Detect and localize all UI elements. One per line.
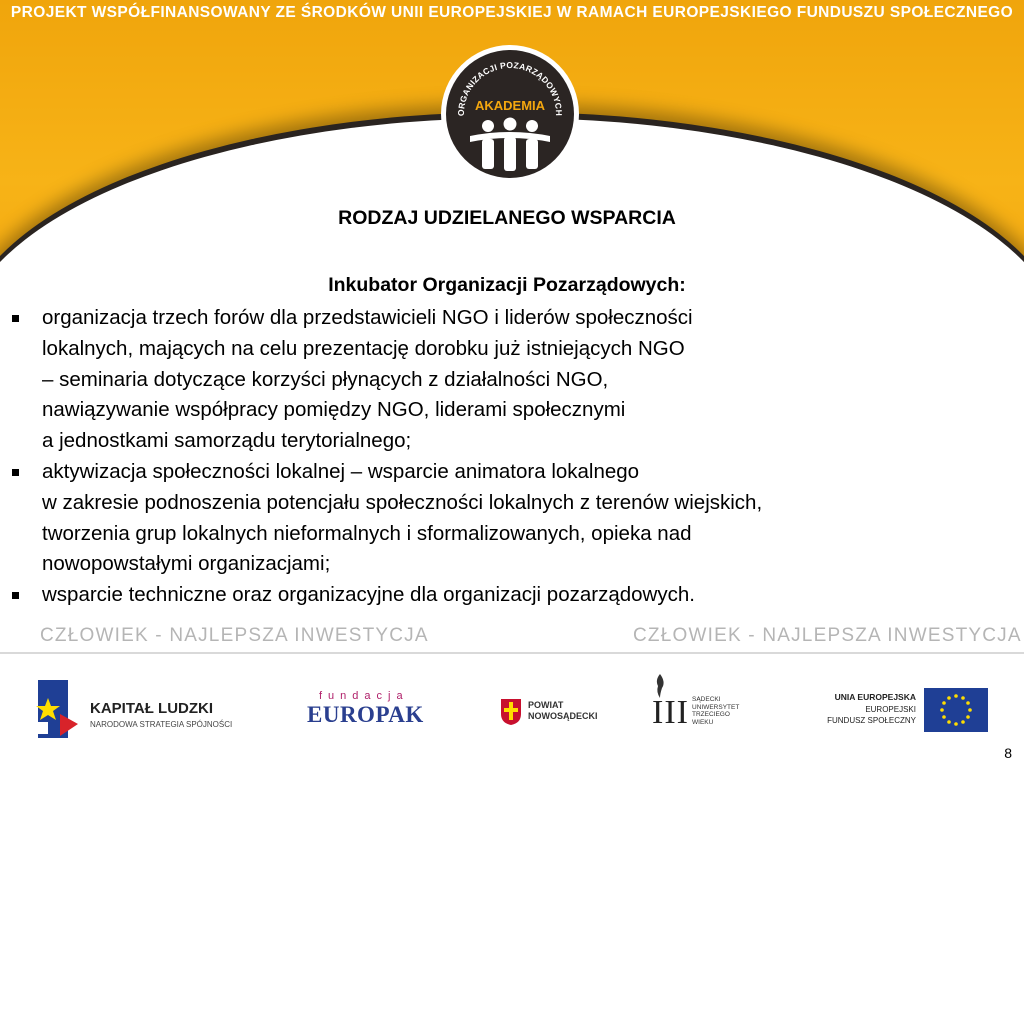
uniwersytet-line: SĄDECKI	[692, 696, 721, 703]
bullet-item	[10, 303, 1010, 457]
kapital-ludzki-logo	[34, 678, 244, 742]
eu-cofinancing-banner: PROJEKT WSPÓŁFINANSOWANY ZE ŚRODKÓW UNII EUROPEJSKIEJ W RAMACH EUROPEJSKIEGO FUNDUSZU SPOŁECZNEGO	[10, 4, 1014, 21]
slogan-left: CZŁOWIEK - NAJLEPSZA INWESTYCJA	[40, 625, 429, 646]
uniwersytet-roman: III	[652, 694, 689, 731]
slide-title: RODZAJ UDZIELANEGO WSPARCIA	[338, 207, 676, 229]
bullet-line: lokalnych, mających na celu prezentację dorobku już istniejących NGO	[42, 336, 685, 360]
uniwersytet-text	[692, 696, 739, 726]
slide-subtitle: Inkubator Organizacji Pozarządowych:	[328, 274, 686, 296]
kapital-ludzki-subtitle: NARODOWA STRATEGIA SPÓJNOŚCI	[90, 720, 233, 729]
bullet-list	[10, 303, 1010, 611]
ue-line3: FUNDUSZ SPOŁECZNY	[827, 716, 916, 725]
powiat-line1: POWIAT	[528, 700, 564, 710]
partner-logos	[0, 670, 1024, 750]
powiat-coat-of-arms-icon	[500, 698, 522, 726]
bullet-item	[10, 457, 1010, 580]
footer-divider	[0, 652, 1024, 654]
bullet-line: – seminaria dotyczące korzyści płynących z działalności NGO,	[42, 367, 609, 391]
bullet-line: nowopowstałymi organizacjami;	[42, 552, 331, 576]
bullet-line: wsparcie techniczne oraz organizacyjne dla organizacji pozarządowych.	[42, 583, 695, 607]
akademia-logo	[440, 44, 580, 184]
bullet-line: w zakresie podnoszenia potencjału społeczności lokalnych z terenów wiejskich,	[42, 490, 763, 514]
powiat-line2: NOWOSĄDECKI	[528, 711, 598, 721]
eu-flag-icon	[924, 688, 988, 732]
square-bullet-icon	[12, 592, 19, 599]
uniwersytet-logo	[652, 674, 772, 736]
uniwersytet-line: TRZECIEGO	[692, 711, 730, 718]
logo-name: AKADEMIA	[474, 98, 546, 113]
europak-name: EUROPAK	[307, 702, 424, 727]
slogan-right: CZŁOWIEK - NAJLEPSZA INWESTYCJA	[633, 625, 1022, 646]
unia-europejska-logo	[818, 688, 993, 738]
bullet-line: aktywizacja społeczności lokalnej – wsparcie animatora lokalnego	[42, 459, 640, 483]
bullet-line: organizacja trzech forów dla przedstawicieli NGO i liderów społeczności	[42, 306, 693, 329]
bullet-line: a jednostkami samorządu terytorialnego;	[42, 429, 412, 453]
bullet-line: nawiązywanie współpracy pomiędzy NGO, liderami społecznymi	[42, 398, 626, 422]
square-bullet-icon	[12, 315, 19, 322]
uniwersytet-line: UNIWERSYTET	[692, 703, 740, 711]
uniwersytet-line: WIEKU	[692, 718, 714, 726]
kapital-ludzki-title: KAPITAŁ LUDZKI	[90, 700, 214, 717]
powiat-logo	[500, 696, 600, 732]
fundacja-europak-logo	[305, 690, 450, 730]
kapital-ludzki-emblem-icon	[34, 678, 78, 740]
page-number: 8	[1004, 745, 1012, 761]
bullet-line: tworzenia grup lokalnych nieformalnych i sformalizowanych, opieka nad	[42, 521, 692, 545]
ue-line2: EUROPEJSKI	[865, 705, 916, 714]
bullet-item	[10, 580, 1010, 611]
fundacja-label: fundacja	[319, 690, 409, 702]
square-bullet-icon	[12, 469, 19, 476]
logo-arc-text: ORGANIZACJI POZARZĄDOWYCH	[455, 59, 565, 117]
ue-line1: UNIA EUROPEJSKA	[834, 692, 916, 702]
